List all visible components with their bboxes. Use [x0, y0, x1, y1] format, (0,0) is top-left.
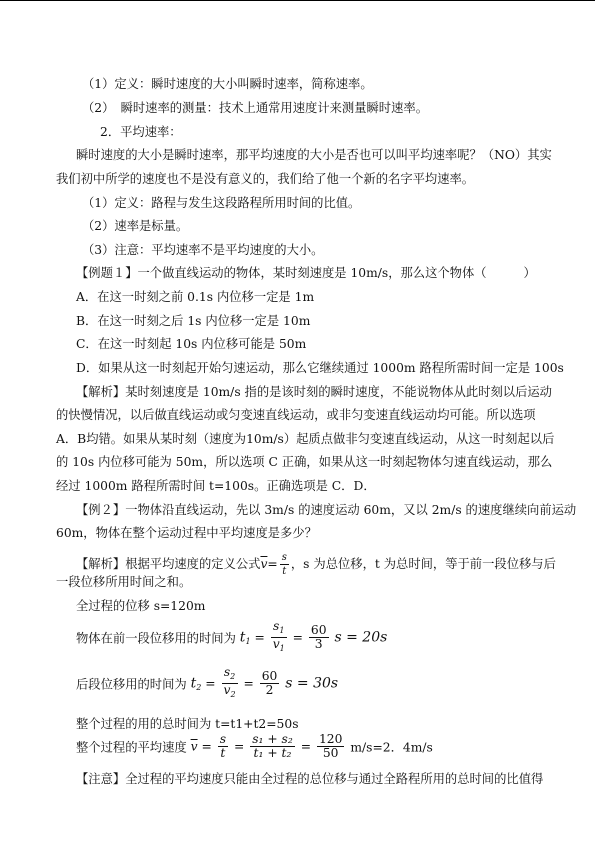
analysis-line: 的 10s 内位移可能为 50m，所以选项 C 正确，如果从这一时刻起物体匀速直线运动，那么: [56, 455, 553, 469]
analysis-line: A．B均错。如果从某时刻（速度为10m/s）起质点做非匀变速直线运动，从这一时刻起以后: [56, 432, 555, 446]
line-measurement: （2） 瞬时速率的测量：技术上通常用速度计来测量瞬时速率。: [82, 101, 428, 115]
analysis-line: 的快慢情况，以后做直线运动或匀变速直线运动，或非匀变速直线运动均可能。所以选项: [56, 408, 536, 422]
paragraph-line: 瞬时速度的大小是瞬时速率，那平均速度的大小是否也可以叫平均速率呢？（NO）其实: [76, 148, 552, 162]
equation-t2: 后段位移用的时间为 $t_2$ = $\frac{s_2}{v_2}$ = $\frac{60}{2}$ s = 30s: [76, 665, 339, 699]
line-scalar: （2）速率是标量。: [82, 219, 189, 233]
total-time: 整个过程的用的总时间为 t=t1+t2=50s: [76, 717, 299, 731]
formula-v-bar: $\overline{v}$: [260, 557, 268, 571]
section-heading-average-speed: 2．平均速率：: [100, 125, 182, 139]
option-b: B．在这一时刻之后 1s 内位移一定是 10m: [76, 314, 311, 328]
analysis-2-line: [76, 551, 556, 578]
option-c: C．在这一时刻起 10s 内位移可能是 50m: [76, 337, 307, 351]
equation-average-speed: 整个过程的平均速度 $\overline{v}$ = $\frac{s}{t}$ = $\frac{\text{s₁ + s₂}}{\text{t₁ + t₂}}$ = $\frac{120}{50}$ m/s=2．4m/s: [76, 732, 433, 760]
analysis-2-text-b: ，s 为总位移，t 为总时间，等于前一段位移与后: [290, 557, 556, 571]
line-definition-speed: （1）定义：瞬时速度的大小叫瞬时速率，简称速率。: [82, 77, 373, 91]
paragraph-line: 我们初中所学的速度也不是没有意义的，我们给了他一个新的名字平均速率。: [56, 172, 475, 186]
example-2-question: 【例２】一物体沿直线运动，先以 3m/s 的速度运动 60m，又以 2m/s 的速度继续向前运动: [76, 503, 577, 517]
analysis-line: 【解析】某时刻速度是 10m/s 指的是该时刻的瞬时速度，不能说物体从此时刻以后运动: [76, 385, 552, 399]
line-note: （3）注意：平均速率不是平均速度的大小。: [82, 243, 324, 257]
example-1-question: 【例题１】一个做直线运动的物体，某时刻速度是 10m/s，那么这个物体（ ）: [76, 266, 536, 280]
option-a: A．在这一时刻之前 0.1s 内位移一定是 1m: [76, 290, 315, 304]
analysis-line: 经过 1000m 路程所需时间 t=100s。正确选项是 C．D．: [56, 479, 376, 493]
line-definition-rate: （1）定义：路程与发生这段路程所用时间的比值。: [82, 196, 361, 210]
option-d: D．如果从这一时刻起开始匀速运动，那么它继续通过 1000m 路程所需时间一定是 100s: [76, 361, 564, 375]
formula-s-over-t: $\frac{s}{t}$: [281, 552, 287, 577]
total-displacement: 全过程的位移 s=120m: [76, 599, 206, 613]
analysis-2-line-cont: 一段位移所用时间之和。: [56, 575, 192, 589]
equation-t1: 物体在前一段位移用的时间为 $t_1$ = $\frac{s_1}{v_1}$ = $\frac{60}{3}$ s = 20s: [76, 619, 388, 653]
example-2-question-cont: 60m，物体在整个运动过程中平均速度是多少？: [56, 526, 317, 540]
note-line: 【注意】全过程的平均速度只能由全过程的总位移与通过全路程所用的总时间的比值得: [76, 772, 544, 786]
analysis-2-text-a: 【解析】根据平均速度的定义公式: [76, 557, 261, 571]
formula-eq: =: [267, 557, 278, 571]
top-rule: [0, 0, 595, 1]
